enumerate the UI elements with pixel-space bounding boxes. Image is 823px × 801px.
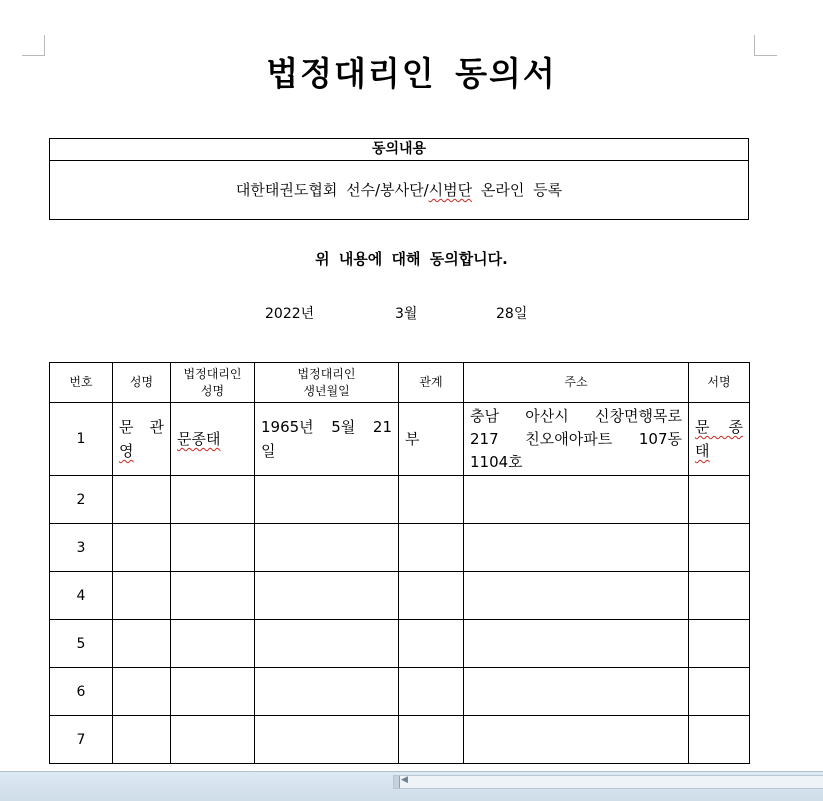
cell-name[interactable] <box>113 476 171 524</box>
cell-relation[interactable] <box>399 620 464 668</box>
cell-signature[interactable] <box>689 572 750 620</box>
cell-guardian-name[interactable] <box>171 572 255 620</box>
cell-name[interactable] <box>113 403 171 476</box>
cell-guardian-name[interactable] <box>171 620 255 668</box>
cell-line: 영 <box>119 442 134 460</box>
cell-relation[interactable]: 부 <box>399 403 464 476</box>
cell-line: 1965년 5월 21 <box>261 418 392 436</box>
cell-address[interactable] <box>464 524 689 572</box>
cell-guardian-birth[interactable] <box>255 668 399 716</box>
cell-line: 문종태 <box>177 430 221 448</box>
scroll-thumb[interactable] <box>394 776 400 788</box>
cell-signature[interactable] <box>689 668 750 716</box>
cell-guardian-birth[interactable] <box>255 524 399 572</box>
cell-guardian-birth[interactable] <box>255 620 399 668</box>
cell-name[interactable] <box>113 716 171 764</box>
cell-signature[interactable] <box>689 524 750 572</box>
consent-body <box>50 161 748 219</box>
cell-signature[interactable] <box>689 476 750 524</box>
table-row <box>50 620 750 668</box>
cell-address[interactable] <box>464 403 689 476</box>
cell-guardian-name[interactable] <box>171 668 255 716</box>
cell-guardian-birth[interactable] <box>255 572 399 620</box>
cell-address[interactable] <box>464 620 689 668</box>
cell-guardian-birth[interactable] <box>255 716 399 764</box>
cell-address[interactable] <box>464 668 689 716</box>
cell-line: 1104호 <box>470 452 523 471</box>
header-line: 성명 <box>200 383 225 398</box>
left-arrow-icon[interactable]: ◀ <box>401 775 408 785</box>
horizontal-scrollbar[interactable] <box>393 775 823 789</box>
consent-box <box>49 138 749 220</box>
consent-body-part: 온라인 등록 <box>472 181 563 199</box>
header-relation: 관계 <box>399 363 464 403</box>
cell-guardian-birth[interactable] <box>255 476 399 524</box>
cell-line: 충남 아산시 신창면행목로 <box>470 406 682 425</box>
guardian-table <box>49 362 750 764</box>
cell-name[interactable] <box>113 572 171 620</box>
header-name: 성명 <box>113 363 171 403</box>
cell-address[interactable] <box>464 716 689 764</box>
cell-signature[interactable] <box>689 620 750 668</box>
header-guardian-birth <box>255 363 399 403</box>
table-row <box>50 476 750 524</box>
consent-body-part: 대한태권도협회 선수/봉사단/ <box>235 181 429 199</box>
date-month: 3월 <box>395 306 418 322</box>
table-row <box>50 668 750 716</box>
cell-no[interactable]: 1 <box>50 403 113 476</box>
cell-no[interactable]: 6 <box>50 668 113 716</box>
cell-line: 일 <box>261 442 276 460</box>
cell-name[interactable] <box>113 620 171 668</box>
cell-line: 문 종 <box>695 418 743 436</box>
header-guardian-name <box>171 363 255 403</box>
cell-signature[interactable] <box>689 403 750 476</box>
agree-statement: 위 내용에 대해 동의합니다. <box>315 250 508 268</box>
document-title: 법정대리인 동의서 <box>266 54 557 93</box>
header-line: 생년월일 <box>303 383 350 398</box>
cell-relation[interactable] <box>399 476 464 524</box>
cell-line: 문 관 <box>119 418 164 436</box>
cell-relation[interactable] <box>399 572 464 620</box>
cell-relation[interactable] <box>399 668 464 716</box>
header-no: 번호 <box>50 363 113 403</box>
table-row <box>50 524 750 572</box>
cell-name[interactable] <box>113 668 171 716</box>
cell-guardian-name[interactable] <box>171 476 255 524</box>
header-line: 법정대리인 <box>297 366 356 381</box>
cell-no[interactable]: 4 <box>50 572 113 620</box>
header-line: 법정대리인 <box>183 366 242 381</box>
table-header-row <box>50 363 750 403</box>
table-row <box>50 572 750 620</box>
cell-line: 217 친오애아파트 107동 <box>470 429 682 448</box>
cell-no[interactable]: 3 <box>50 524 113 572</box>
table-row <box>50 403 750 476</box>
cell-address[interactable] <box>464 572 689 620</box>
cell-no[interactable]: 5 <box>50 620 113 668</box>
cell-line: 태 <box>695 442 710 460</box>
cell-guardian-name[interactable] <box>171 524 255 572</box>
status-bar <box>0 771 823 801</box>
header-address: 주소 <box>464 363 689 403</box>
consent-body-part: 시범단 <box>428 181 473 199</box>
consent-heading: 동의내용 <box>50 139 748 161</box>
header-signature: 서명 <box>689 363 750 403</box>
cell-address[interactable] <box>464 476 689 524</box>
cell-guardian-birth[interactable] <box>255 403 399 476</box>
cell-no[interactable]: 2 <box>50 476 113 524</box>
cell-guardian-name[interactable] <box>171 716 255 764</box>
cell-no[interactable]: 7 <box>50 716 113 764</box>
cell-relation[interactable] <box>399 716 464 764</box>
cell-signature[interactable] <box>689 716 750 764</box>
cell-guardian-name[interactable] <box>171 403 255 476</box>
cell-relation[interactable] <box>399 524 464 572</box>
cell-name[interactable] <box>113 524 171 572</box>
date-day: 28일 <box>496 306 528 322</box>
date-year: 2022년 <box>265 306 315 322</box>
table-row <box>50 716 750 764</box>
